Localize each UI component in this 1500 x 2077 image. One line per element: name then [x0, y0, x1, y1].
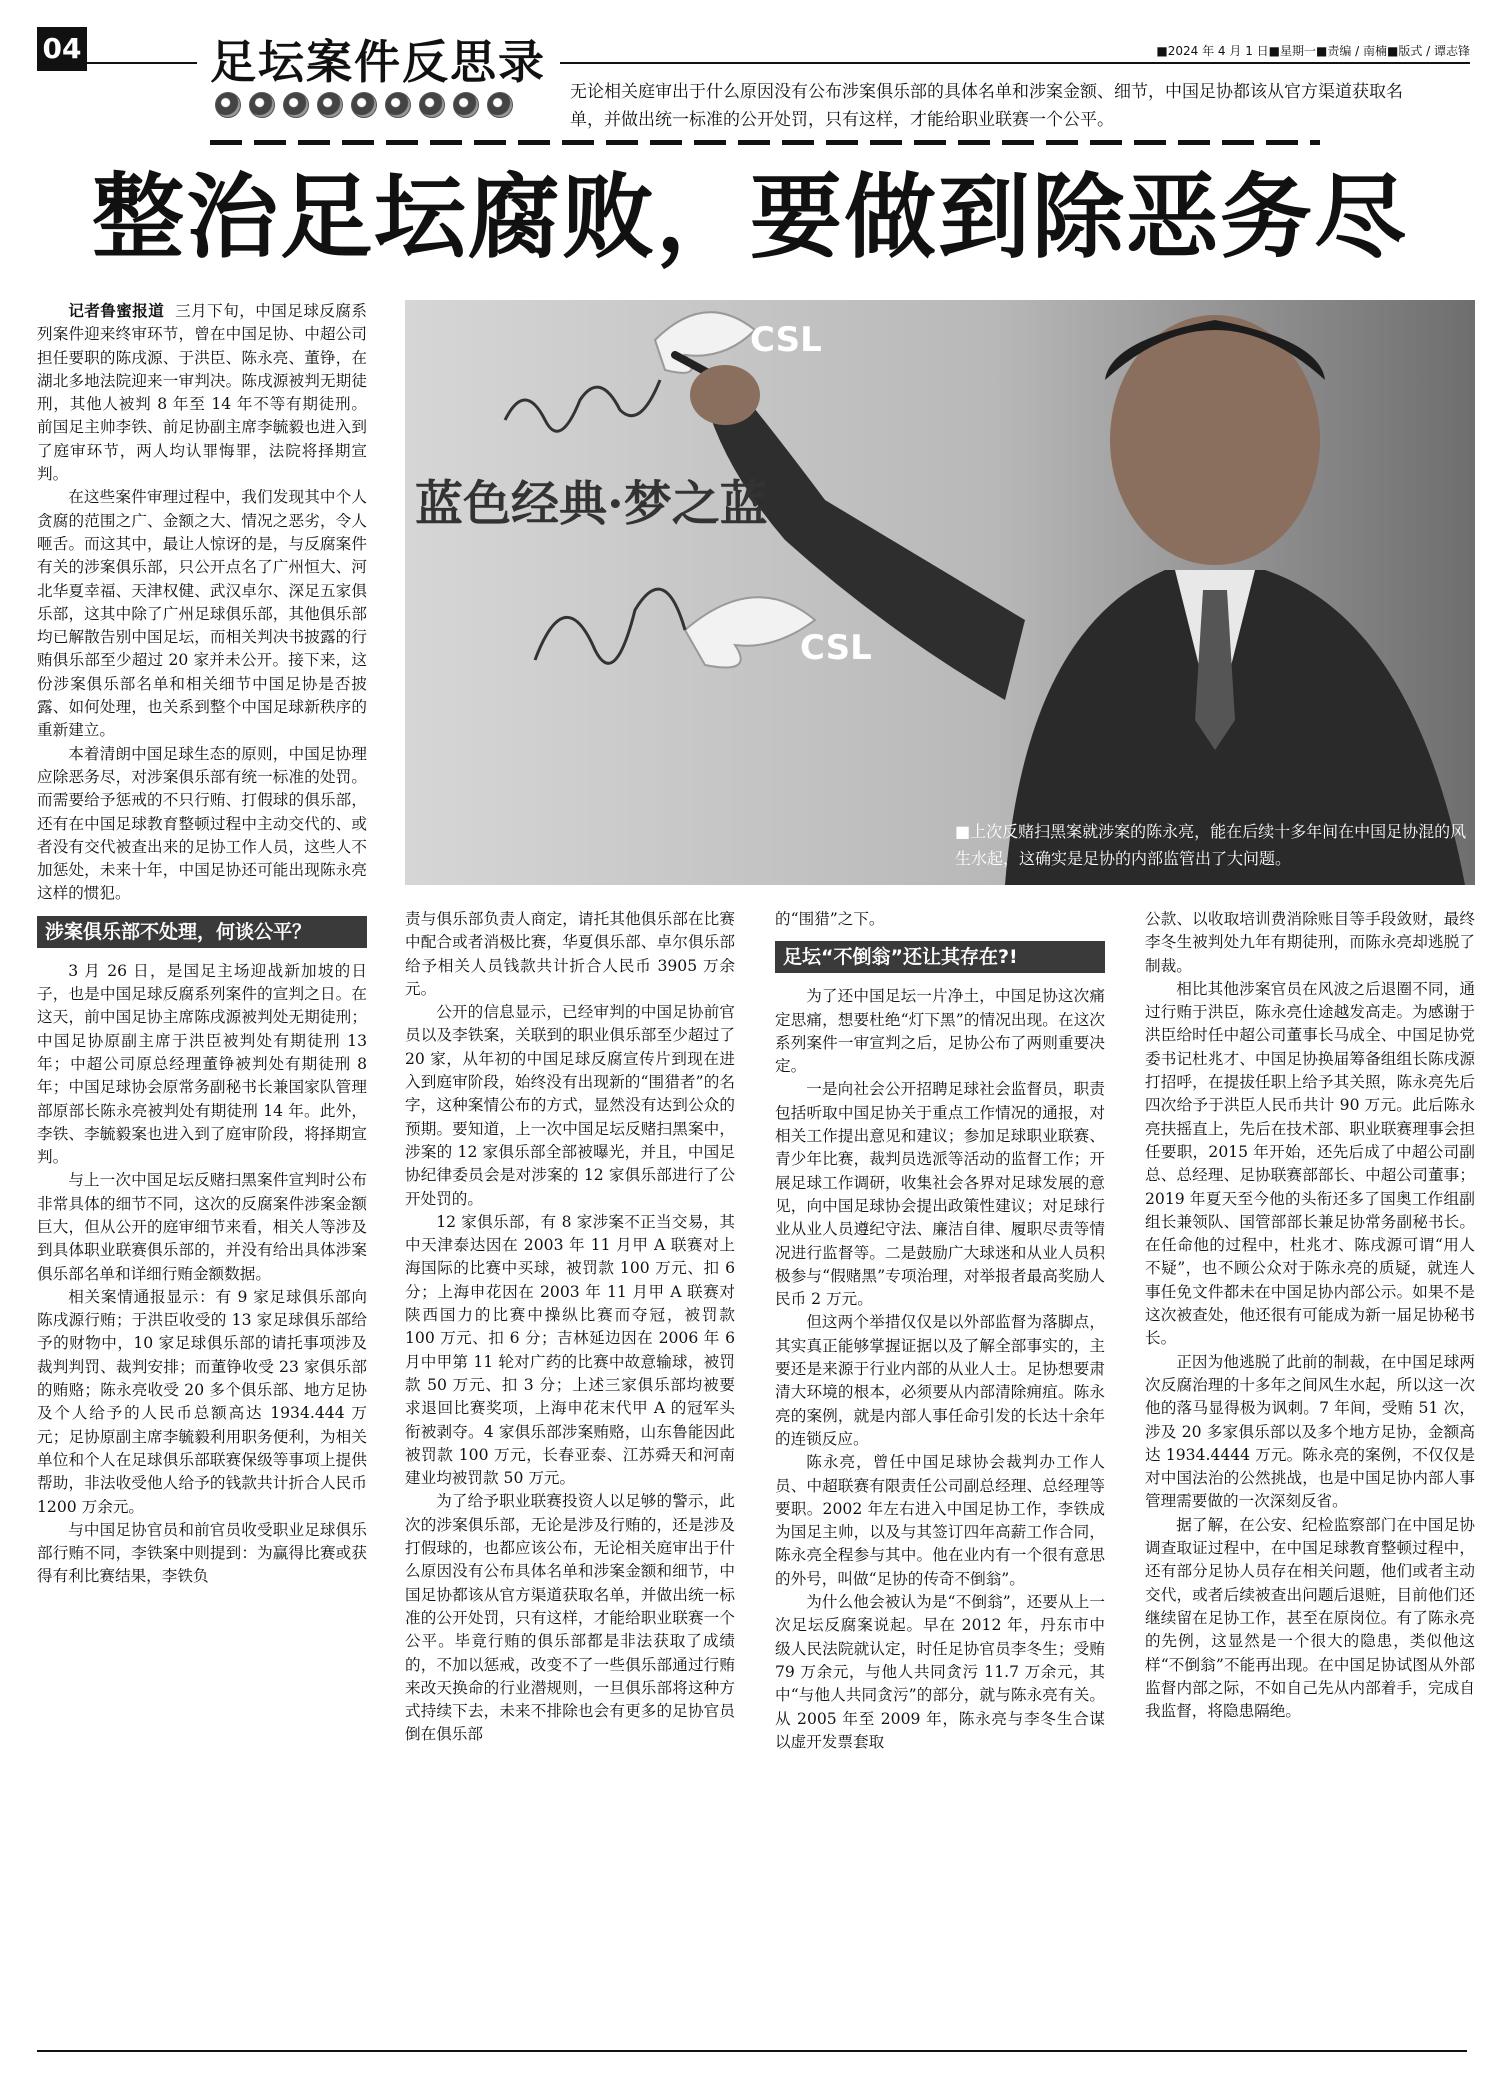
article-column-1 [37, 300, 367, 1589]
paragraph: 为什么他会被认为是“不倒翁”，还要从上一次足坛反腐案说起。早在 2012 年，丹东市中级人民法院就认定，时任足协官员李冬生；受贿 79 万余元，与他人共同贪污 11.7 万余元，其中“与他人共同贪污”的部分，就与陈永亮有关。从 2005 年至 2009 年，陈永亮与李冬生合谋以虚开发票套取 [775, 1593, 1105, 1751]
section-title: 足坛案件反思录 [210, 35, 546, 89]
paragraph: 与上一次中国足坛反赌扫黑案件宣判时公布非常具体的细节不同，这次的反腐案件涉案金额巨大，但从公开的庭审细节来看，相关人等涉及到具体职业联赛俱乐部的，并没有给出具体涉案俱乐部名单和详细行贿金额数据。 [37, 1171, 367, 1283]
paragraph: 三月下旬，中国足球反腐系列案件迎来终审环节，曾在中国足协、中超公司担任要职的陈戌源、于洪臣、陈永亮、董铮，在湖北多地法院迎来一审判决。陈戌源被判无期徒刑，其他人被判 8 年至 14 年不等有期徒刑。前国足主帅李铁、前足协副主席李毓毅也进入到了庭审环节，两人均认罪悔罪，法院将择期宣判。 [37, 302, 367, 484]
photo-illustration [405, 300, 1475, 885]
csl-logo-bottom: CSL [800, 628, 872, 668]
paragraph: 陈永亮，曾任中国足球协会裁判办工作人员、中超联赛有限责任公司副总经理、总经理等要职。2002 年左右进入中国足协工作，李铁成为国足主帅，以及与其签订四年高薪工作合同，陈永亮全程参与其中。他在业内有一个很有意思的外号，叫做“足协的传奇不倒翁”。 [775, 1453, 1105, 1588]
decorative-dots [215, 92, 513, 118]
paragraph: 正因为他逃脱了此前的制裁，在中国足球两次反腐治理的十多年之间风生水起，所以这一次他的落马显得极为讽刺。7 年间，受贿 51 次，涉及 20 多家俱乐部以及多个地方足协，金额高达 1934.4444 万元。陈永亮的案例，不仅仅是对中国法治的公然挑战，也是中国足协内部人事管理需要做的一次深刻反省。 [1145, 1352, 1475, 1511]
subhead: 涉案俱乐部不处理，何谈公平？ [37, 916, 367, 948]
paragraph: 3 月 26 日，是国足主场迎战新加坡的日子，也是中国足球反腐系列案件的宣判之日。在这天，前中国足协主席陈戌源被判处无期徒刑；中国足协原副主席于洪臣被判处有期徒刑 13 年；中超公司原总经理董铮被判处有期徒刑 8 年；中国足球协会原常务副秘书长兼国家队管理部原部长陈永亮被判处有期徒刑 14 年。此外，李铁、李毓毅案也进入到了庭审阶段，将择期宣判。 [37, 961, 367, 1167]
paragraph: 据了解，在公安、纪检监察部门在中国足协调查取证过程中，在中国足球教育整顿过程中，还有部分足协人员存在相关问题，他们或者主动交代，或者后续被查出问题后退赃，目前他们还继续留在足协工作，甚至在原岗位。有了陈永亮的先例，这显然是一个很大的隐患，类似他这样“不倒翁”不能再出现。在中国足协试图从外部监督内部之际，不如自己先从内部着手，完成自我监督，将隐患隔绝。 [1145, 1515, 1475, 1721]
article-column-2 [405, 908, 735, 1747]
dot-icon [453, 92, 479, 118]
dot-icon [487, 92, 513, 118]
paragraph: 一是向社会公开招聘足球社会监督员，职责包括听取中国足协关于重点工作情况的通报，对相关工作提出意见和建议；参加足球职业联赛、青少年比赛，裁判员选派等活动的监督工作；开展足球工作调研，收集社会各界对足球发展的意见，向中国足球协会提出政策性建议；对足球行业从业人员遵纪守法、廉洁自律、履职尽责等情况进行监督等。二是鼓励广大球迷和从业人员积极参与“假赌黑”专项治理，对举报者最高奖励人民币 2 万元。 [775, 1080, 1105, 1309]
bottom-rule [37, 2050, 1467, 2052]
dot-icon [385, 92, 411, 118]
paragraph: 相关案情通报显示：有 9 家足球俱乐部向陈戌源行贿；于洪臣收受的 13 家足球俱乐部给予的财物中，10 家足球俱乐部的请托事项涉及裁判判罚、裁判安排；而董铮收受 23 家俱乐部的贿赂；陈永亮收受 20 多个俱乐部、地方足协及个人给予的人民币总额高达 1934.444 万元；足协原副主席李毓毅利用职务便利，为相关单位和个人在足球俱乐部联赛保级等事项上提供帮助，非法收受他人给予的钱款共计折合人民币 1200 万余元。 [37, 1287, 367, 1516]
dot-icon [249, 92, 275, 118]
paragraph: 12 家俱乐部，有 8 家涉案不正当交易，其中天津泰达因在 2003 年 11 月甲 A 联赛对上海国际的比赛中买球，被罚款 100 万元、扣 6 分；上海申花因在 2003 年 11 月甲 A 联赛对陕西国力的比赛中操纵比赛而夺冠，被罚款 100 万元、扣 6 分；吉林延边因在 2006 年 6 月中甲第 11 轮对广药的比赛中故意输球，被罚款 50 万元、扣 3 分；上述三家俱乐部均被要求退回比赛奖项，上海申花末代甲 A 的冠军头衔被剥夺。4 家俱乐部涉案贿赂，山东鲁能因此被罚款 100 万元，长春亚泰、江苏舜天和河南建业均被罚款 50 万元。 [405, 1212, 735, 1488]
paragraph: 在这些案件审理过程中，我们发现其中个人贪腐的范围之广、金额之大、情况之恶劣，令人咂舌。而这其中，最让人惊讶的是，与反腐案件有关的涉案俱乐部，只公开点名了广州恒大、河北华夏幸福、天津权健、武汉卓尔、深足五家俱乐部，这其中除了广州足球俱乐部，其他俱乐部均已解散告别中国足坛，而相关判决书披露的行贿俱乐部至少超过 20 家并未公开。接下来，这份涉案俱乐部名单和相关细节中国足协是否披露、如何处理，也关系到整个中国足球新秩序的重新建立。 [37, 488, 367, 740]
paragraph: 公开的信息显示，已经审判的中国足协前官员以及李铁案，关联到的职业俱乐部至少超过了 20 家，从年初的中国足球反腐宣传片到现在进入到庭审阶段，始终没有出现新的“围猎者”的名字，这种案情公布的方式，显然没有达到公众的预期。要知道，上一次中国足坛反赌扫黑案中，涉案的 12 家俱乐部全部被曝光，并且，中国足协纪律委员会是对涉案的 12 家俱乐部进行了公开处罚的。 [405, 1003, 735, 1208]
article-column-3 [775, 908, 1105, 1754]
portrait-photo [405, 300, 1475, 885]
byline: 记者鲁蜜报道 [68, 302, 165, 320]
paragraph: 与中国足协官员和前官员收受职业足球俱乐部行贿不同，李铁案中则提到：为赢得比赛或获得有利比赛结果，李铁负 [37, 1520, 367, 1586]
dot-icon [215, 92, 241, 118]
dot-icon [351, 92, 377, 118]
dot-icon [283, 92, 309, 118]
issue-meta: ■2024 年 4 月 1 日■星期一■责编 / 南楠■版式 / 谭志锋 [1156, 44, 1470, 58]
paragraph: 公款、以收取培训费消除账目等手段敛财，最终李冬生被判处九年有期徒刑，而陈永亮却逃脱了制裁。 [1145, 910, 1475, 975]
board-text: 蓝色经典·梦之蓝 [415, 476, 768, 532]
paragraph: 为了给予职业联赛投资人以足够的警示，此次的涉案俱乐部，无论是涉及行贿的，还是涉及打假球的，也都应该公布，无论相关庭审出于什么原因没有公布具体名单和涉案金额和细节，中国足协都该从官方渠道获取名单，并做出统一标准的公开处罚，只有这样，才能给职业联赛一个公平。毕竟行贿的俱乐部都是非法获取了成绩的，不加以惩戒，改变不了一些俱乐部通过行贿来改天换命的行业潜规则，一旦俱乐部将这种方式持续下去，未来不排除也会有更多的足协官员倒在俱乐部 [405, 1492, 735, 1744]
article-column-4 [1145, 908, 1475, 1723]
dot-icon [419, 92, 445, 118]
headline: 整治足坛腐败，要做到除恶务尽 [91, 163, 1408, 271]
subhead: 足坛“不倒翁”还让其存在?! [775, 941, 1105, 973]
paragraph: 责与俱乐部负责人商定，请托其他俱乐部在比赛中配合或者消极比赛，华夏俱乐部、卓尔俱乐部给予相关人员钱款共计折合人民币 3905 万余元。 [405, 910, 735, 998]
header-rule-left [87, 62, 197, 64]
dot-icon [317, 92, 343, 118]
paragraph: 本着清朗中国足球生态的原则，中国足协理应除恶务尽，对涉案俱乐部有统一标准的处罚。而需要给予惩戒的不只行贿、打假球的俱乐部，还有在中国足球教育整顿过程中主动交代的、或者没有交代被查出来的足协工作人员，这些人不加惩处，未来十年，中国足协还可能出现陈永亮这样的惯犯。 [37, 744, 367, 903]
paragraph: 的“围猎”之下。 [775, 910, 885, 928]
paragraph: 但这两个举措仅仅是以外部监督为落脚点，其实真正能够掌握证据以及了解全部事实的，主要还是来源于行业内部的从业人士。足协想要肃清大环境的根本，必须要从内部清除痈疽。陈永亮的案例，就是内部人事任命引发的长达十余年的连锁反应。 [775, 1313, 1105, 1448]
paragraph: 为了还中国足坛一片净土，中国足协这次痛定思痛，想要杜绝“灯下黑”的情况出现。在这次系列案件一审宣判之后，足协公布了两则重要决定。 [775, 987, 1105, 1076]
paragraph: 相比其他涉案官员在风波之后退圈不同，通过行贿于洪臣，陈永亮仕途越发高走。为感谢于洪臣给时任中超公司董事长马成全、中国足协党委书记杜兆才、中国足协换届筹备组组长陈戌源打招呼，在提拔任职上给予其关照，陈永亮先后四次给予于洪臣人民币共计 90 万元。此后陈永亮扶摇直上，先后在技术部、职业联赛理事会担任要职，2015 年开始，还先后成了中超公司副总、总经理、足协联赛部部长、中超公司董事；2019 年夏天至今他的头衔还多了国奥工作组副组长兼领队、国管部部长兼足协常务副秘书长。在任命他的过程中，杜兆才、陈戌源可谓“用人不疑”，也不顾公众对于陈永亮的质疑，就连人事任免文件都未在中国足协内部公示。如果不是这次被查处，他还很有可能成为新一届足协秘书长。 [1145, 979, 1475, 1348]
photo-caption: ■上次反赌扫黑案就涉案的陈永亮，能在后续十多年间在中国足协混的风生水起，这确实是足协的内部监管出了大问题。 [955, 822, 1467, 868]
header-rule-right [560, 62, 1470, 64]
dashed-divider [210, 140, 1320, 145]
dek-text: 无论相关庭审出于什么原因没有公布涉案俱乐部的具体名单和涉案金额、细节，中国足协都该从官方渠道获取名单，并做出统一标准的公开处罚，只有这样，才能给职业联赛一个公平。 [570, 82, 1403, 130]
page-number: 04 [37, 27, 87, 71]
csl-logo-top: CSL [750, 320, 822, 360]
